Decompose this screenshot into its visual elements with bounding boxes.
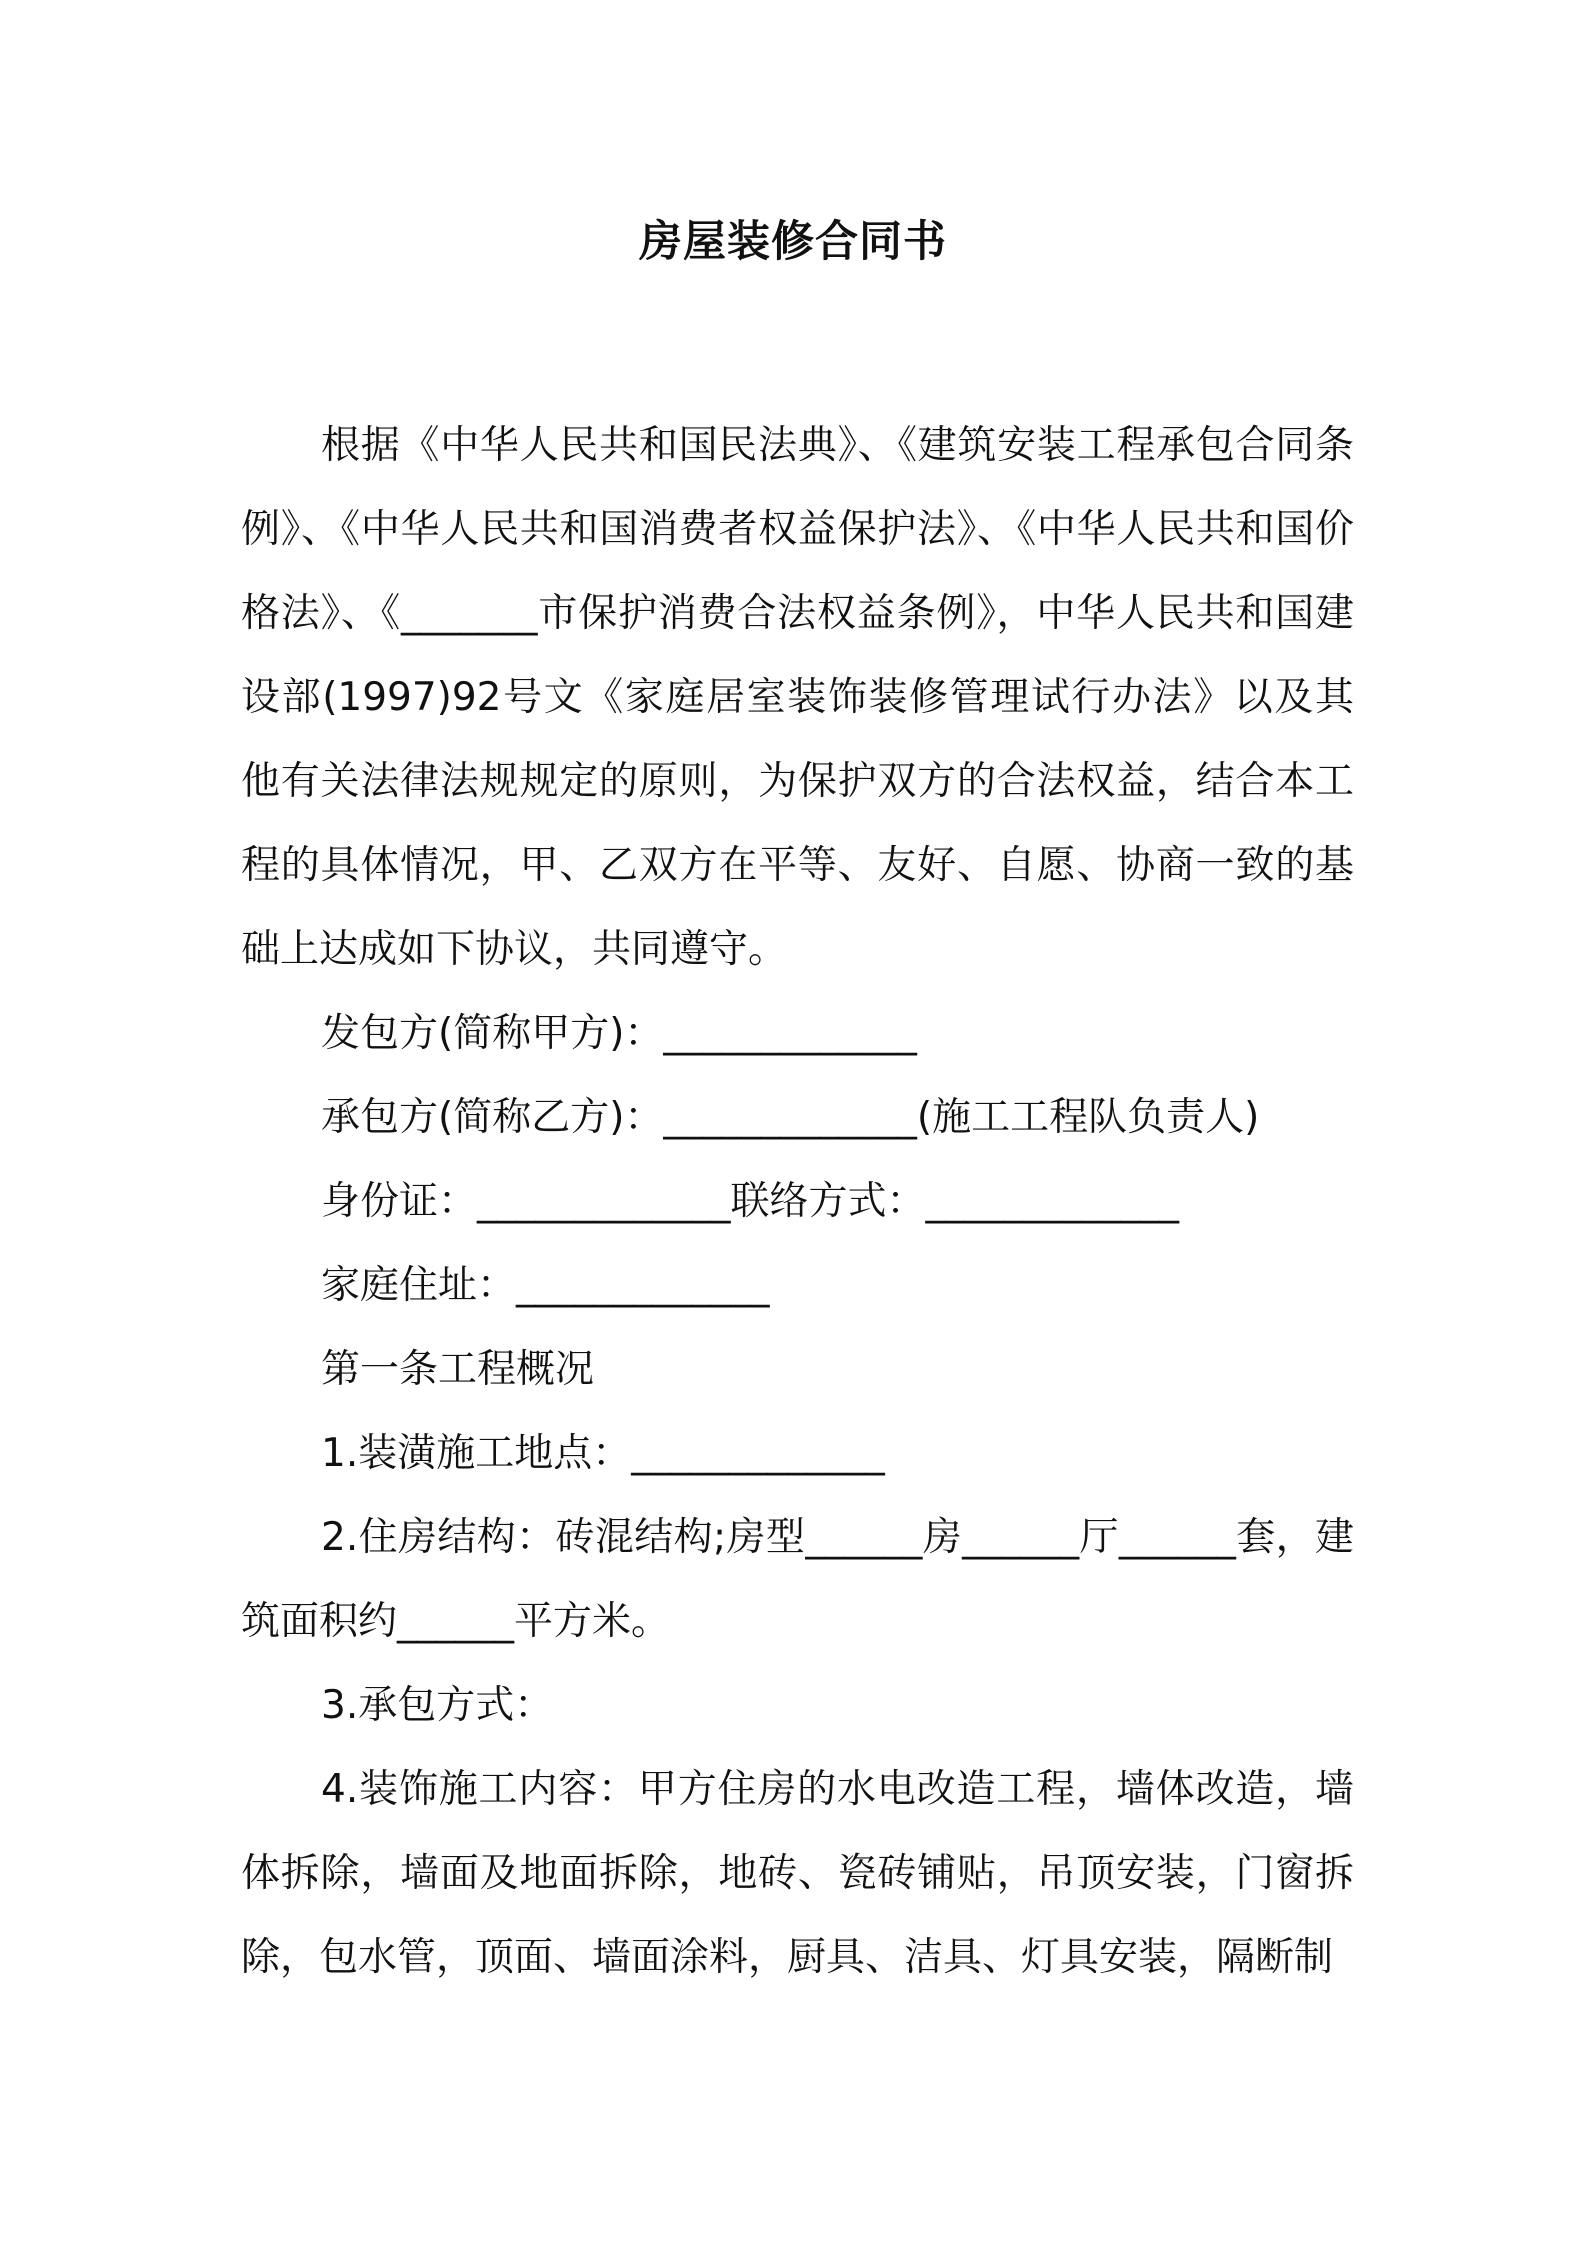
id-contact-line: 身份证：_____________联络方式：_____________ (321, 1179, 1180, 1224)
item-1-location: 1.装潢施工地点：_____________ (321, 1431, 885, 1476)
document-body (241, 404, 1354, 2000)
article1-heading: 第一条工程概况 (321, 1347, 595, 1392)
item-2-structure: 2.住房结构：砖混结构;房型______房______厅______套，建筑面积约______平方米。 (241, 1515, 1354, 1644)
party-a-line: 发包方(简称甲方)：_____________ (321, 1011, 917, 1056)
intro-paragraph: 根据《中华人民共和国民法典》、《建筑安装工程承包合同条例》、《中华人民共和国消费者权益保护法》、《中华人民共和国价格法》、《_______市保护消费合法权益条例》，中华人民共和国建设部(1997)92号文《家庭居室装饰装修管理试行办法》以及其他有关法律法规规定的原则，为保护双方的合法权益，结合本工程的具体情况，甲、乙双方在平等、友好、自愿、协商一致的基础上达成如下协议，共同遵守。 (241, 423, 1354, 972)
item-3-contract-method: 3.承包方式： (321, 1683, 554, 1728)
document-title: 房屋装修合同书 (639, 217, 947, 267)
item-4-construction-content: 4.装饰施工内容：甲方住房的水电改造工程，墙体改造，墙体拆除，墙面及地面拆除，地砖、瓷砖铺贴，吊顶安装，门窗拆除，包水管，顶面、墙面涂料，厨具、洁具、灯具安装，隔断制 (241, 1767, 1354, 1980)
party-b-line: 承包方(简称乙方)：_____________(施工工程队负责人) (321, 1095, 1260, 1140)
address-line: 家庭住址：_____________ (321, 1263, 770, 1308)
